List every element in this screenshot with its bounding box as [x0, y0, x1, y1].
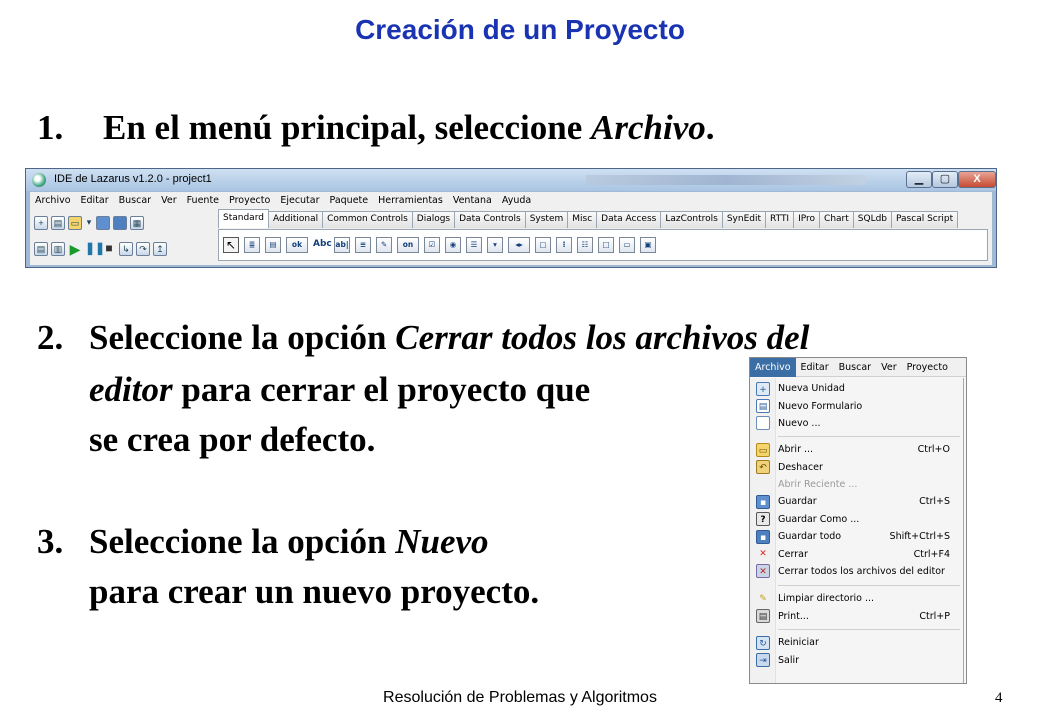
- menu-item-print[interactable]: [750, 607, 964, 624]
- component-palette: [218, 229, 988, 261]
- menu-item-limpiar-directorio[interactable]: [750, 590, 964, 607]
- new-unit-icon[interactable]: +: [34, 216, 48, 230]
- slide-title: Creación de un Proyecto: [355, 14, 685, 45]
- open-folder-icon: ▭: [756, 443, 770, 457]
- menu-item-nueva-unidad[interactable]: [750, 380, 964, 397]
- step-3: [37, 522, 489, 562]
- tab-pascal-script[interactable]: Pascal Script: [891, 211, 958, 228]
- togglebox-component-icon[interactable]: ✎: [376, 237, 392, 253]
- listbox-component-icon[interactable]: ☰: [466, 237, 482, 253]
- ide-menubar: [30, 192, 992, 209]
- step-2-emphasis-a: Cerrar todos los archivos del: [395, 318, 810, 357]
- run-icon[interactable]: ▶: [69, 241, 81, 257]
- menu-item-deshacer[interactable]: [750, 458, 964, 475]
- menu-item-nuevo[interactable]: [750, 415, 964, 432]
- radiobutton-component-icon[interactable]: ◉: [445, 237, 461, 253]
- tab-rtti[interactable]: RTTI: [765, 211, 794, 228]
- menu-item-shortcut: Shift+Ctrl+S: [889, 531, 950, 543]
- step-2-emphasis-b: editor: [89, 370, 173, 409]
- new-form-icon: ▤: [756, 399, 770, 413]
- menu-item-label: Abrir Reciente ...: [778, 478, 858, 490]
- page-number: 4: [995, 690, 1003, 706]
- memo-component-icon[interactable]: ≡: [355, 237, 371, 253]
- ide-menu-herramientas[interactable]: Herramientas: [378, 195, 443, 206]
- actionlist-component-icon[interactable]: ▣: [640, 237, 656, 253]
- save-icon: ▪: [756, 495, 770, 509]
- view-forms-icon[interactable]: ▥: [51, 242, 65, 256]
- ide-toolbar-row-1: [34, 213, 144, 233]
- tab-common-controls[interactable]: Common Controls: [322, 211, 413, 228]
- pause-icon[interactable]: ❚❚: [85, 241, 106, 255]
- menu-item-label: Nueva Unidad: [778, 383, 845, 395]
- step-1-number: 1.: [37, 108, 64, 147]
- save-icon[interactable]: [96, 216, 110, 230]
- menu-item-cerrar[interactable]: [750, 545, 964, 562]
- component-palette-tabs: [218, 211, 957, 229]
- menu-buscar[interactable]: Buscar: [838, 361, 872, 373]
- tab-lazcontrols[interactable]: LazControls: [660, 211, 722, 228]
- menu-item-label: Guardar todo: [778, 531, 842, 543]
- exit-icon: ⇥: [756, 653, 770, 667]
- ide-menu-ayuda[interactable]: Ayuda: [501, 195, 532, 206]
- menu-item-salir[interactable]: [750, 651, 964, 668]
- lazarus-ide-window: [25, 168, 997, 268]
- menu-item-shortcut: Ctrl+F4: [913, 548, 950, 560]
- step-2-line-3: se crea por defecto.: [89, 420, 376, 459]
- dropdown-arrow-icon[interactable]: ▾: [86, 217, 92, 227]
- close-all-icon: ✕: [756, 564, 770, 578]
- menu-item-shortcut: Ctrl+O: [917, 444, 950, 456]
- archivo-menu-screenshot: [749, 357, 967, 684]
- lazarus-app-icon: [32, 173, 46, 187]
- step-3-text-a: Seleccione la opción: [89, 522, 396, 561]
- tab-data-controls[interactable]: Data Controls: [454, 211, 526, 228]
- menu-editar[interactable]: Editar: [800, 361, 829, 373]
- archivo-dropdown: [750, 378, 964, 683]
- undo-icon: ↶: [756, 460, 770, 474]
- blurred-titlebar-region: [586, 175, 866, 185]
- close-button[interactable]: X: [958, 171, 996, 188]
- step-2-line-2: [89, 370, 590, 410]
- step-1-emphasis: Archivo: [591, 108, 706, 147]
- menu-ver[interactable]: Ver: [881, 361, 897, 373]
- maximize-button[interactable]: ▢: [932, 171, 958, 188]
- save-as-icon: ?: [756, 512, 770, 526]
- toggle-form-unit-icon[interactable]: ▦: [130, 216, 144, 230]
- tab-system[interactable]: System: [525, 211, 569, 228]
- ide-window-title: IDE de Lazarus v1.2.0 - project1: [54, 173, 212, 185]
- ide-menu-ventana[interactable]: Ventana: [452, 195, 492, 206]
- menu-item-reiniciar[interactable]: [750, 634, 964, 651]
- restart-icon: ↻: [756, 636, 770, 650]
- radiogroup-component-icon[interactable]: ⁝: [556, 237, 572, 253]
- step-into-icon[interactable]: ↳: [119, 242, 133, 256]
- step-3-number: 3.: [37, 522, 64, 561]
- panel-component-icon[interactable]: □: [598, 237, 614, 253]
- menu-item-cerrar-todos[interactable]: [750, 563, 964, 580]
- menu-item-abrir[interactable]: [750, 441, 964, 458]
- menu-item-label: Nuevo ...: [778, 417, 821, 429]
- step-3-line-2: para crear un nuevo proyecto.: [89, 572, 540, 611]
- tab-synedit[interactable]: SynEdit: [722, 211, 766, 228]
- ide-titlebar: [26, 169, 996, 191]
- save-all-icon[interactable]: [113, 216, 127, 230]
- step-out-icon[interactable]: ↥: [153, 242, 167, 256]
- tab-chart[interactable]: Chart: [819, 211, 854, 228]
- main-menu-icon[interactable]: ≣: [244, 237, 260, 253]
- slide-footer: Resolución de Problemas y Algoritmos: [383, 689, 657, 706]
- step-2: [37, 318, 809, 358]
- ide-menu-ejecutar[interactable]: Ejecutar: [280, 195, 320, 206]
- new-document-icon: [756, 416, 770, 430]
- tab-dialogs[interactable]: Dialogs: [412, 211, 455, 228]
- ide-menu-ver[interactable]: Ver: [161, 195, 177, 206]
- popup-menu-icon[interactable]: ▤: [265, 237, 281, 253]
- ide-menu-fuente[interactable]: Fuente: [186, 195, 220, 206]
- view-units-icon[interactable]: ▤: [34, 242, 48, 256]
- menu-item-shortcut: Ctrl+P: [919, 610, 950, 622]
- frame-component-icon[interactable]: ▭: [619, 237, 635, 253]
- open-folder-icon[interactable]: ▭: [68, 216, 82, 230]
- step-2-number: 2.: [37, 318, 64, 357]
- step-over-icon[interactable]: ↷: [136, 242, 150, 256]
- menu-item-label: Abrir ...: [778, 444, 814, 456]
- step-1-text: En el menú principal, seleccione: [103, 108, 592, 147]
- scrollbar-component-icon[interactable]: ◂▸: [508, 237, 530, 253]
- ide-menu-proyecto[interactable]: Proyecto: [229, 195, 271, 206]
- menu-archivo[interactable]: Archivo: [750, 358, 796, 377]
- menu-item-label: Guardar Como ...: [778, 513, 860, 525]
- menu-item-abrir-reciente: [750, 476, 964, 493]
- ide-menu-archivo[interactable]: Archivo: [35, 195, 71, 206]
- new-form-icon[interactable]: ▤: [51, 216, 65, 230]
- menu-item-nuevo-formulario[interactable]: [750, 397, 964, 414]
- menu-item-label: Cerrar: [778, 548, 808, 560]
- clean-directory-icon: ✎: [759, 593, 767, 604]
- label-component-icon[interactable]: Abc: [313, 239, 332, 249]
- ide-menu-buscar[interactable]: Buscar: [118, 195, 152, 206]
- combobox-component-icon[interactable]: ▾: [487, 237, 503, 253]
- menu-separator: [778, 629, 960, 630]
- menu-separator: [778, 585, 960, 586]
- menu-item-shortcut: Ctrl+S: [919, 496, 950, 508]
- close-icon: ✕: [759, 549, 767, 560]
- ide-toolbar-row-2: [34, 239, 167, 259]
- stop-icon[interactable]: ■: [105, 241, 113, 255]
- ide-menu-editar[interactable]: Editar: [80, 195, 109, 206]
- checkbox-component-icon[interactable]: ☑: [424, 237, 440, 253]
- tab-misc[interactable]: Misc: [567, 211, 597, 228]
- button-component-icon[interactable]: ok: [286, 237, 308, 253]
- menu-item-guardar-todo[interactable]: [750, 528, 964, 545]
- step-2-text-b: para cerrar el proyecto que: [172, 370, 591, 409]
- print-icon: ▤: [756, 609, 770, 623]
- step-3-emphasis: Nuevo: [395, 522, 489, 561]
- ide-menu-paquete[interactable]: Paquete: [329, 195, 369, 206]
- menu-item-guardar-como[interactable]: [750, 511, 964, 528]
- menu-shot-menubar: [750, 358, 966, 377]
- save-all-icon: ▪: [756, 530, 770, 544]
- tab-data-access[interactable]: Data Access: [596, 211, 661, 228]
- menu-item-label: Salir: [778, 654, 800, 666]
- step-2-text-a: Seleccione la opción: [89, 318, 396, 357]
- menu-item-label: Nuevo Formulario: [778, 400, 863, 412]
- groupbox-component-icon[interactable]: ▢: [535, 237, 551, 253]
- new-unit-icon: +: [756, 382, 770, 396]
- tab-ipro[interactable]: IPro: [793, 211, 820, 228]
- ide-toolbar-area: [30, 209, 992, 265]
- tab-standard[interactable]: Standard: [218, 209, 269, 228]
- menu-item-label: Guardar: [778, 496, 817, 508]
- step-1: [37, 108, 715, 148]
- menu-item-label: Cerrar todos los archivos del editor: [778, 565, 945, 577]
- menu-separator: [778, 436, 960, 437]
- toggle-on-component-icon[interactable]: on: [397, 237, 419, 253]
- minimize-button[interactable]: ▁: [906, 171, 932, 188]
- menu-item-label: Print...: [778, 610, 809, 622]
- menu-item-label: Limpiar directorio ...: [778, 593, 875, 605]
- step-1-end: .: [705, 108, 715, 147]
- edit-component-icon[interactable]: ab|: [334, 237, 350, 253]
- menu-item-label: Reiniciar: [778, 637, 819, 649]
- checkgroup-component-icon[interactable]: ☷: [577, 237, 593, 253]
- tab-additional[interactable]: Additional: [268, 211, 323, 228]
- menu-item-guardar[interactable]: [750, 493, 964, 510]
- menu-item-label: Deshacer: [778, 461, 823, 473]
- tab-sqldb[interactable]: SQLdb: [853, 211, 892, 228]
- menu-proyecto[interactable]: Proyecto: [906, 361, 948, 373]
- pointer-icon[interactable]: ↖: [223, 237, 239, 253]
